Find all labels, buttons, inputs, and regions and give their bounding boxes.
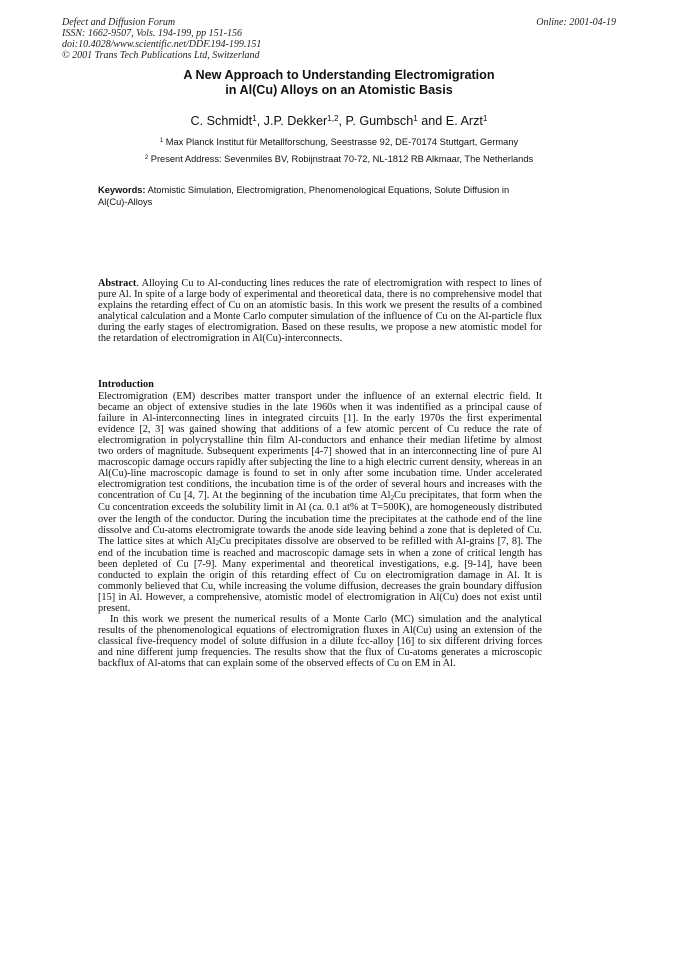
paper-title — [0, 68, 678, 98]
paragraph — [98, 391, 542, 614]
author-arzt: and E. Arzt — [417, 114, 483, 128]
affil-mark: 2 — [144, 154, 149, 161]
copyright-line: © 2001 Trans Tech Publications Ltd, Switzerland — [62, 50, 260, 61]
paragraph: In this work we present the numerical results of a Monte Carlo (MC) simulation and the analytical results of the phenomenological equations of electromigration fluxes in Al(Cu) using an extension of the classical five-frequency model of solute diffusion in a dilute fcc-alloy [16] to six different driving forces and nine different jump frequencies. The results show that the flux of Cu-atoms generates a microscopic backflux of Al-atoms that can explain some of the observed effects of Cu on EM in Al. — [98, 613, 542, 670]
author-affil-mark: 1 — [252, 114, 257, 124]
paragraph-text: Cu precipitates dissolve are observed to be refilled with Al-grains [7, 8]. The end of the incubation time is reached and macroscopic damage sets in when a zone of critical length has been depleted of Cu [7-9]. Many experimental and theoretical investigations, e.g. [9-14], have been conducted to explain the origin of this retarding effect of Cu on electromigration damage in Al. It is commonly believed that Cu, while increasing the volume diffusion, decreases the grain boundary diffusion [15] in Al. However, a comprehensive, atomistic model of electromigration in Al(Cu) does not exist until present. — [98, 535, 542, 614]
affil-text: Max Planck Institut für Metallforschung, Seestrasse 92, DE-70174 Stuttgart, Germany — [163, 137, 519, 147]
author-affil-mark: 1,2 — [327, 114, 339, 124]
author-list — [0, 113, 678, 129]
keywords-label: Keywords: — [98, 185, 146, 195]
paragraph-text: Electromigration (EM) describes matter transport under the influence of an external electric field. It became an object of extensive studies in the late 1960s when it was indentified as a principal cause of failure in Al-interconnecting lines in integrated circuits [1]. In the early 1970s the first experimental evidence [2, 3] was gained showing that additions of a few atomic percent of Cu reduce the rate of electromigration in polycrystalline thin film Al-conductors and enhance their median lifetime by almost two orders of magnitude. Subsequent experiments [4-7] showed that in an interconnecting line of pure Al macroscopic damage occurs rapidly after subjecting the line to a high electric current density, whereas in an Al(Cu)-line macroscopic damage is found to set in only after some incubation time. Under accelerated electromigration test conditions, the incubation time is of the order of several hours and increases with the concentration of Cu [4, 7]. At the beginning of the incubation time Al — [98, 391, 542, 502]
author-gumbsch: , P. Gumbsch — [338, 114, 414, 128]
keywords — [98, 185, 538, 208]
title-line-2: in Al(Cu) Alloys on an Atomistic Basis — [225, 83, 453, 97]
abstract-text: . Alloying Cu to Al-conducting lines reduces the rate of electromigration with respect to lines of pure Al. In spite of a large body of experimental and theoretical data, there is no comprehensive model that explains the retarding effect of Cu on an atomistic basis. In this work we present the results of a combined analytical calculation and a Monte Carlo computer simulation of the influence of Cu on the Al-particle flux during the early stages of electromigration. Based on these results, we propose a new atomistic model for the retardation of electromigration in Al(Cu)-interconnects. — [98, 278, 542, 345]
affil-text: Present Address: Sevenmiles BV, Robijnstraat 70-72, NL-1812 RB Alkmaar, The Netherlands — [148, 154, 534, 164]
paragraph-text: Cu precipitates, that form when the Cu concentration exceeds the solubility limit in Al (ca. 0.1 at% at T=500K), are homogeneously distributed over the length of the conductor. During the incubation time the precipitates at the cathode end of the line dissolve and Cu-atoms electromigrate towards the anode side leaving behind a zone that is depleted of Cu. The lattice sites at which Al — [98, 490, 542, 547]
doi-line[interactable]: doi:10.4028/www.scientific.net/DDF.194-199.151 — [62, 39, 262, 50]
author-schmidt: C. Schmidt — [190, 114, 253, 128]
affiliation-2 — [0, 153, 678, 165]
section-heading-introduction: Introduction — [98, 379, 154, 390]
journal-header — [62, 17, 261, 61]
affil-mark: 1 — [159, 137, 164, 144]
author-dekker: , J.P. Dekker — [256, 114, 328, 128]
affiliation-1 — [0, 136, 678, 148]
subscript: 2 — [215, 539, 220, 548]
author-affil-mark: 1 — [482, 114, 488, 124]
abstract — [98, 278, 542, 344]
issn-line: ISSN: 1662-9507, Vols. 194-199, pp 151-156 — [62, 28, 242, 39]
abstract-label: Abstract — [98, 278, 137, 289]
keywords-text: Atomistic Simulation, Electromigration, Phenomenological Equations, Solute Diffusion in Al(Cu)-Alloys — [98, 185, 510, 207]
title-line-1: A New Approach to Understanding Electromigration — [183, 68, 495, 82]
journal-name: Defect and Diffusion Forum — [62, 17, 176, 28]
author-affil-mark: 1 — [413, 114, 418, 124]
subscript: 2 — [390, 493, 395, 502]
online-date: Online: 2001-04-19 — [536, 17, 616, 28]
introduction-body — [98, 391, 542, 669]
